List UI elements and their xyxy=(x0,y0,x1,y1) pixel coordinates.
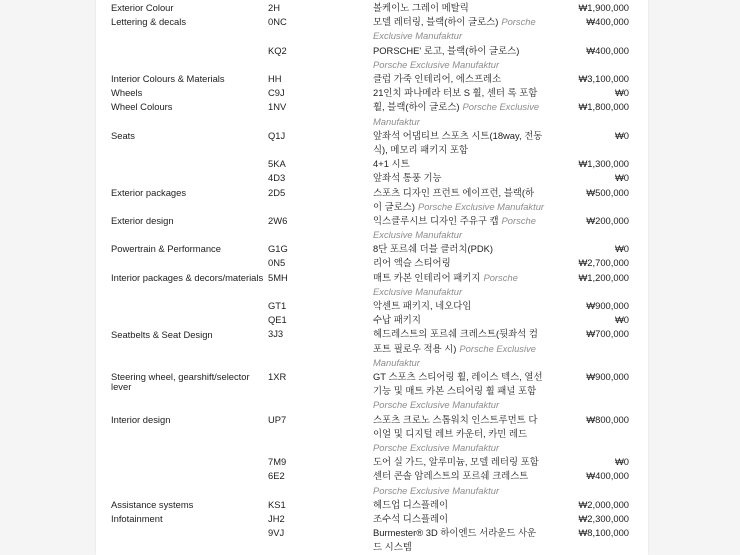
manufaktur-note: Porsche Exclusive Manufaktur xyxy=(417,200,545,212)
option-row xyxy=(0,413,640,456)
option-description xyxy=(373,242,565,256)
manufaktur-note: Porsche Exclusive xyxy=(459,342,536,354)
option-category xyxy=(111,129,268,157)
option-category xyxy=(111,313,268,327)
option-category xyxy=(111,413,268,456)
option-price: ₩800,000 xyxy=(586,413,629,425)
category-label: Interior packages & decors/materials xyxy=(111,271,264,283)
option-category xyxy=(111,512,268,526)
option-description xyxy=(373,413,565,456)
description-text: 리어 액슬 스티어링 xyxy=(373,257,451,269)
category-label: Exterior design xyxy=(111,214,174,226)
option-code: 9VJ xyxy=(268,527,285,539)
option-description xyxy=(373,15,565,43)
option-category xyxy=(111,498,268,512)
description-line xyxy=(373,256,565,270)
category-label: Interior design xyxy=(111,413,171,425)
description-line xyxy=(373,498,565,512)
description-text: 매트 카본 인테리어 패키지 xyxy=(373,271,481,283)
description-line xyxy=(373,398,565,412)
option-price: ₩0 xyxy=(614,456,629,468)
description-line xyxy=(373,228,565,242)
description-line xyxy=(373,143,565,157)
option-code: C9J xyxy=(268,87,285,99)
option-price: ₩2,000,000 xyxy=(578,498,629,510)
description-line xyxy=(373,370,565,384)
option-code: 2D5 xyxy=(268,186,286,198)
option-code: QE1 xyxy=(268,314,287,326)
option-row xyxy=(0,299,640,313)
option-category xyxy=(111,242,268,256)
option-price: ₩8,100,000 xyxy=(578,527,629,539)
option-description xyxy=(373,44,565,72)
option-price: ₩400,000 xyxy=(586,16,629,28)
description-text: GT 스포츠 스티어링 휠, 레이스 텍스, 열선 xyxy=(373,371,543,383)
category-label: Lettering & decals xyxy=(111,16,187,28)
option-code: JH2 xyxy=(268,512,285,524)
option-description xyxy=(373,469,565,497)
option-row xyxy=(0,256,640,270)
description-text: 스포츠 디자인 프런트 에이프런, 블랙(하 xyxy=(373,186,535,198)
option-code: 7M9 xyxy=(268,456,287,468)
manufaktur-note: Porsche xyxy=(483,271,518,283)
category-label: Exterior Colour xyxy=(111,2,174,14)
option-row xyxy=(0,157,640,171)
manufaktur-note: Porsche Exclusive Manufaktur xyxy=(373,484,500,496)
description-text: 스포츠 크로노 스톱워치 인스트루먼트 다 xyxy=(373,413,538,425)
option-row xyxy=(0,526,640,554)
option-description xyxy=(373,313,565,327)
manufaktur-note: Porsche xyxy=(501,214,536,226)
option-row xyxy=(0,512,640,526)
option-code: 1NV xyxy=(268,101,287,113)
description-line xyxy=(373,44,565,58)
option-category xyxy=(111,370,268,413)
option-price: ₩700,000 xyxy=(586,328,629,340)
category-label: Interior Colours & Materials xyxy=(111,73,225,85)
description-text: 휠, 블랙(하이 글로스) xyxy=(373,101,460,113)
description-line xyxy=(373,327,565,341)
option-category xyxy=(111,256,268,270)
description-text: 헤드레스트의 포르쉐 크레스트(뒷좌석 컴 xyxy=(373,328,538,340)
description-line xyxy=(373,540,565,554)
description-text: 도어 실 가드, 알루미늄, 모델 레터링 포함 xyxy=(373,456,539,468)
description-line xyxy=(373,484,565,498)
option-price: ₩2,300,000 xyxy=(578,512,629,524)
description-text: 악센트 패키지, 네오다임 xyxy=(373,300,472,312)
category-label: Wheel Colours xyxy=(111,101,173,113)
manufaktur-note: Porsche Exclusive Manufaktur xyxy=(373,58,500,70)
category-label: lever xyxy=(111,381,132,393)
option-price: ₩200,000 xyxy=(586,214,629,226)
option-category xyxy=(111,100,268,128)
description-line xyxy=(373,469,565,483)
description-line xyxy=(373,157,565,171)
option-price: ₩1,900,000 xyxy=(578,2,629,13)
manufaktur-note: Manufaktur xyxy=(373,115,420,127)
option-code: 0NC xyxy=(268,16,287,28)
description-line xyxy=(373,526,565,540)
description-line xyxy=(373,271,565,285)
description-line xyxy=(373,512,565,526)
description-text: 이얼 및 디지털 레브 카운터, 카민 레드 xyxy=(373,427,528,439)
option-code: Q1J xyxy=(268,129,286,141)
description-line xyxy=(373,455,565,469)
option-category xyxy=(111,171,268,185)
description-line xyxy=(373,200,565,214)
category-label: Infotainment xyxy=(111,513,163,525)
option-row xyxy=(0,469,640,497)
option-category xyxy=(111,1,268,15)
description-text: 조수석 디스플레이 xyxy=(373,512,449,524)
description-line xyxy=(373,242,565,256)
manufaktur-note: Manufaktur xyxy=(373,356,420,368)
option-code: 2W6 xyxy=(268,214,288,226)
description-text: Burmester® 3D 하이엔드 서라운드 사운 xyxy=(373,527,537,539)
description-text: PORSCHE' 로고, 블랙(하이 글로스) xyxy=(373,44,520,56)
option-category xyxy=(111,214,268,242)
manufaktur-note: Porsche Exclusive Manufaktur xyxy=(373,399,500,411)
description-line xyxy=(373,313,565,327)
description-text: 8단 포르쉐 더블 클러치(PDK) xyxy=(373,243,494,255)
option-code: 6E2 xyxy=(268,470,285,482)
description-text: 모델 레터링, 블랙(하이 글로스) xyxy=(373,16,499,28)
option-category xyxy=(111,455,268,469)
option-row xyxy=(0,498,640,512)
option-code: 4D3 xyxy=(268,172,286,184)
option-description xyxy=(373,171,565,185)
option-row xyxy=(0,271,640,299)
description-line xyxy=(373,58,565,72)
option-row xyxy=(0,1,640,15)
description-text: 앞좌석 통풍 기능 xyxy=(373,172,442,184)
description-text: 클럽 가죽 인테리어, 에스프레소 xyxy=(373,72,502,84)
option-description xyxy=(373,526,565,554)
option-price: ₩0 xyxy=(614,129,629,141)
option-description xyxy=(373,327,565,370)
option-row xyxy=(0,327,640,370)
option-description xyxy=(373,100,565,128)
option-description xyxy=(373,1,565,15)
description-line xyxy=(373,384,565,398)
option-description xyxy=(373,455,565,469)
option-category xyxy=(111,469,268,497)
option-category xyxy=(111,86,268,100)
description-text: 기능 및 매트 카본 스티어링 휠 패널 포함 xyxy=(373,385,537,397)
option-description xyxy=(373,299,565,313)
option-category xyxy=(111,271,268,299)
option-code: 5KA xyxy=(268,158,286,170)
description-line xyxy=(373,342,565,356)
description-line xyxy=(373,15,565,29)
option-description xyxy=(373,512,565,526)
option-row xyxy=(0,242,640,256)
description-line xyxy=(373,299,565,313)
option-description xyxy=(373,86,565,100)
description-text: 수납 패키지 xyxy=(373,314,421,326)
category-label: Assistance systems xyxy=(111,498,194,510)
category-label: Seatbelts & Seat Design xyxy=(111,328,213,340)
option-code: 0N5 xyxy=(268,257,286,269)
description-text: 헤드업 디스플레이 xyxy=(373,498,449,510)
option-category xyxy=(111,44,268,72)
description-text: 21인치 파나메라 터보 S 휠, 센터 록 포함 xyxy=(373,87,538,99)
option-row xyxy=(0,129,640,157)
option-price: ₩400,000 xyxy=(586,44,629,56)
description-line xyxy=(373,1,565,15)
option-row xyxy=(0,171,640,185)
option-price: ₩0 xyxy=(614,172,629,184)
option-price: ₩0 xyxy=(614,243,629,255)
option-row xyxy=(0,214,640,242)
option-category xyxy=(111,186,268,214)
description-text: 센터 콘솔 암레스트의 포르쉐 크레스트 xyxy=(373,470,529,482)
option-code: 2H xyxy=(268,2,280,13)
description-line xyxy=(373,115,565,129)
option-price: ₩3,100,000 xyxy=(578,72,629,84)
option-price: ₩1,200,000 xyxy=(578,271,629,283)
option-code: UP7 xyxy=(268,413,287,425)
option-description xyxy=(373,256,565,270)
description-line xyxy=(373,29,565,43)
description-line xyxy=(373,171,565,185)
option-code: KQ2 xyxy=(268,44,287,56)
description-line xyxy=(373,186,565,200)
description-line xyxy=(373,129,565,143)
description-line xyxy=(373,86,565,100)
option-description xyxy=(373,129,565,157)
description-text: 볼케이노 그레이 메탈릭 xyxy=(373,2,469,13)
description-line xyxy=(373,441,565,455)
option-code: 1XR xyxy=(268,371,287,383)
option-category xyxy=(111,526,268,554)
option-code: KS1 xyxy=(268,498,286,510)
option-price: ₩900,000 xyxy=(586,300,629,312)
description-text: 이 글로스) xyxy=(373,200,415,212)
option-description xyxy=(373,157,565,171)
option-price: ₩2,700,000 xyxy=(578,257,629,269)
manufaktur-note: Exclusive Manufaktur xyxy=(373,285,463,297)
options-table xyxy=(0,1,640,555)
option-description xyxy=(373,271,565,299)
description-line xyxy=(373,100,565,114)
manufaktur-note: Porsche Exclusive Manufaktur xyxy=(373,441,500,453)
option-category xyxy=(111,299,268,313)
description-line xyxy=(373,413,565,427)
description-line xyxy=(373,285,565,299)
option-row xyxy=(0,44,640,72)
category-label: Exterior packages xyxy=(111,186,187,198)
option-category xyxy=(111,72,268,86)
option-price: ₩900,000 xyxy=(586,371,629,383)
option-code: HH xyxy=(268,72,282,84)
description-text: 4+1 시트 xyxy=(373,158,410,170)
description-line xyxy=(373,72,565,86)
option-description xyxy=(373,72,565,86)
option-category xyxy=(111,157,268,171)
option-price: ₩0 xyxy=(614,314,629,326)
option-description xyxy=(373,370,565,413)
option-row xyxy=(0,15,640,43)
option-row xyxy=(0,186,640,214)
option-row xyxy=(0,313,640,327)
category-label: Powertrain & Performance xyxy=(111,243,221,255)
category-label: Seats xyxy=(111,129,135,141)
description-line xyxy=(373,427,565,441)
category-label: Steering wheel, gearshift/selector xyxy=(111,371,250,383)
description-text: 포트 필로우 적용 시) xyxy=(373,342,457,354)
option-row xyxy=(0,86,640,100)
option-price: ₩500,000 xyxy=(586,186,629,198)
description-text: 앞좌석 어댑티브 스포츠 시트(18way, 전동 xyxy=(373,129,543,141)
option-row xyxy=(0,72,640,86)
description-line xyxy=(373,356,565,370)
option-description xyxy=(373,214,565,242)
manufaktur-note: Porsche Exclusive xyxy=(462,101,540,113)
option-code: 5MH xyxy=(268,271,288,283)
option-price: ₩400,000 xyxy=(586,470,629,482)
option-price: ₩1,800,000 xyxy=(578,101,629,113)
option-code: GT1 xyxy=(268,300,287,312)
option-price: ₩0 xyxy=(614,87,629,99)
description-text: 식), 메모리 패키지 포함 xyxy=(373,143,469,155)
description-text: 익스클루시브 디자인 주유구 캡 xyxy=(373,214,499,226)
option-row xyxy=(0,370,640,413)
description-text: 드 시스템 xyxy=(373,541,412,553)
option-code: 3J3 xyxy=(268,328,284,340)
manufaktur-note: Exclusive Manufaktur xyxy=(373,30,463,42)
option-category xyxy=(111,327,268,370)
category-label: Wheels xyxy=(111,87,143,99)
manufaktur-note: Porsche xyxy=(501,16,536,28)
option-row xyxy=(0,455,640,469)
option-code: G1G xyxy=(268,243,288,255)
option-description xyxy=(373,498,565,512)
manufaktur-note: Exclusive Manufaktur xyxy=(373,229,463,241)
description-line xyxy=(373,214,565,228)
option-price: ₩1,300,000 xyxy=(578,158,629,170)
option-category xyxy=(111,15,268,43)
option-row xyxy=(0,100,640,128)
option-description xyxy=(373,186,565,214)
